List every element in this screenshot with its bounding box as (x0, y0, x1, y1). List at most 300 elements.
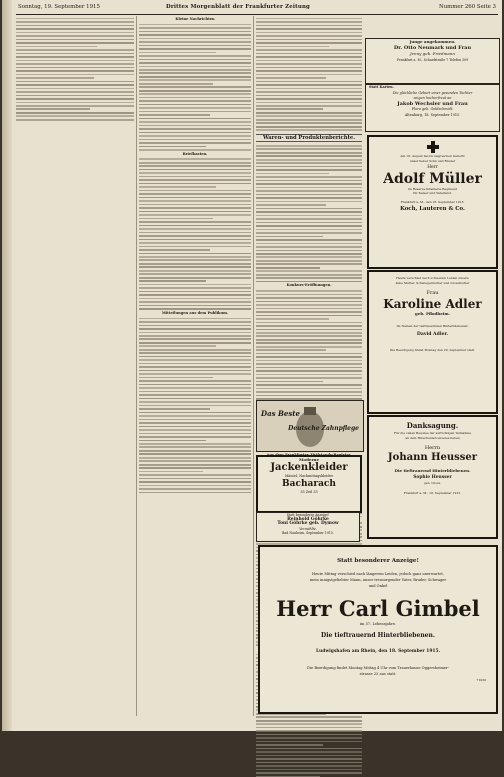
text-line (256, 222, 362, 224)
text-line (256, 349, 326, 351)
text-line (256, 84, 362, 86)
text-line (256, 741, 362, 743)
text-line (139, 328, 251, 330)
text-line (139, 34, 251, 36)
text-line (256, 25, 362, 27)
text-line (256, 39, 362, 41)
text-line (139, 405, 251, 407)
text-line (139, 325, 251, 327)
text-line (139, 69, 251, 71)
text-line (16, 39, 134, 41)
text-line (256, 325, 362, 327)
ad-text: strasse 23 aus statt. (359, 672, 397, 676)
ad-text: Jenny geb. Friedmann (410, 51, 455, 56)
text-line (139, 132, 251, 134)
column-2-heading-bottom: Mitteilungen aus dem Publikum. (161, 310, 229, 315)
header-date: Sonntag, 19. September 1915 (18, 4, 100, 10)
text-line (16, 21, 134, 23)
text-line (256, 744, 323, 746)
text-line (256, 70, 362, 72)
text-line (16, 60, 134, 62)
text-line (139, 277, 251, 279)
text-line (16, 98, 134, 100)
text-line (256, 332, 362, 334)
text-line (16, 77, 94, 79)
text-line (256, 294, 362, 296)
text-line (139, 38, 251, 40)
text-line (256, 720, 362, 722)
ad-text: Frankfurt a. M., den 18. September 1915. (400, 199, 465, 204)
text-line (139, 139, 251, 141)
text-line (139, 114, 210, 116)
text-line (16, 53, 134, 55)
text-line (139, 450, 251, 452)
ad-text: mein innigstgeliebter Mann, unser treusorgender Vater, Bruder, Schwager (309, 578, 447, 582)
text-line (256, 370, 362, 372)
text-line (16, 63, 134, 65)
column-2-text (139, 24, 251, 151)
text-line (139, 446, 251, 448)
text-line (256, 204, 326, 206)
text-line (139, 128, 251, 130)
text-line (139, 398, 251, 400)
text-line (256, 159, 362, 161)
text-line (16, 42, 134, 44)
text-line (139, 366, 251, 368)
text-line (139, 419, 251, 421)
text-line (139, 45, 251, 47)
text-line (256, 356, 362, 358)
text-line (256, 148, 362, 150)
ad-text: Herr (427, 165, 438, 171)
column-3 (256, 16, 362, 396)
text-line (139, 256, 251, 258)
text-line (256, 49, 362, 51)
text-line (256, 63, 362, 65)
text-line (139, 259, 251, 261)
text-line (139, 467, 251, 469)
text-line (139, 266, 251, 268)
text-line (256, 762, 362, 764)
iron-cross-icon (426, 140, 440, 154)
text-line (256, 301, 362, 303)
text-line (139, 408, 210, 410)
ad-text: David Adler. (416, 331, 449, 337)
text-line (256, 734, 362, 736)
text-line (256, 367, 362, 369)
text-line (139, 349, 251, 351)
text-line (139, 142, 251, 144)
text-line (256, 755, 362, 757)
text-line (256, 277, 362, 279)
text-line (256, 381, 323, 383)
text-line (16, 102, 134, 104)
ad-text: Ludwigshafen am Rhein, den 18. September 1915. (315, 649, 441, 654)
text-line (139, 149, 251, 151)
text-line (256, 758, 362, 760)
text-line (256, 374, 362, 376)
text-line (139, 158, 251, 160)
text-line (139, 471, 203, 473)
ad-text: Frankfurt a. M., Schaefstraße 7 Telefon 309 (396, 58, 469, 62)
text-line (256, 322, 362, 324)
text-line (139, 384, 251, 386)
column-3-text-b (256, 145, 362, 282)
text-line (256, 225, 362, 227)
text-line (139, 492, 251, 494)
text-line (139, 284, 251, 286)
ad-text: Herrn (424, 445, 441, 452)
text-line (139, 211, 251, 213)
ad-jackenkleider-bacharach (256, 455, 362, 513)
ad-text: Frau (426, 290, 439, 297)
text-line (256, 297, 362, 299)
text-line (256, 211, 362, 213)
text-line (256, 115, 362, 117)
text-line (139, 401, 251, 403)
text-line (256, 42, 362, 44)
ad-obituary-adler (367, 270, 498, 414)
text-line (139, 165, 251, 167)
text-line (139, 204, 251, 206)
ad-birth-wechsler (365, 84, 500, 132)
text-line (256, 304, 362, 306)
text-line (256, 388, 362, 390)
text-line (139, 232, 251, 234)
text-line (139, 172, 251, 174)
text-line (139, 426, 251, 428)
text-line (139, 118, 251, 120)
ad-text: Deutsche Zahnpflege (288, 425, 359, 432)
text-line (256, 173, 329, 175)
text-line (139, 197, 251, 199)
text-line (139, 31, 251, 33)
text-line (256, 190, 362, 192)
text-line (256, 250, 362, 252)
text-line (256, 53, 362, 55)
text-line (256, 102, 362, 104)
text-line (139, 207, 251, 209)
text-line (139, 221, 251, 223)
text-line (139, 460, 251, 462)
text-line (256, 384, 362, 386)
text-line (139, 242, 251, 244)
ad-text: und Onkel (368, 584, 388, 588)
text-line (139, 332, 251, 334)
text-line (256, 243, 362, 245)
ad-heading: Statt besonderer Anzeige! (337, 558, 419, 564)
text-line (139, 24, 251, 26)
text-line (16, 18, 134, 20)
ad-text: liebe Mutter, Schwiegermutter und Grossmutter (395, 280, 470, 285)
text-line (139, 301, 251, 303)
text-line (139, 474, 251, 476)
text-line (139, 464, 251, 466)
text-line (139, 72, 251, 74)
text-line (139, 373, 251, 375)
text-line (139, 391, 251, 393)
text-line (16, 84, 134, 86)
ad-text: Für die vielen Beweise der aufrichtigen Teilnahme (393, 431, 471, 435)
column-2-text-c (139, 318, 251, 494)
text-line (139, 225, 251, 227)
text-line (139, 318, 251, 320)
text-line (139, 440, 206, 442)
text-line (256, 765, 362, 767)
text-line (139, 308, 251, 310)
ad-text: Die glückliche Geburt einer gesunden Tochter (392, 90, 473, 95)
text-line (256, 91, 362, 93)
ad-text: Koch, Lauteren & Co. (400, 205, 465, 212)
ad-name: Herr Carl Gimbel (276, 596, 480, 621)
text-line (139, 291, 251, 293)
text-line (256, 270, 362, 272)
ad-text: Am 18. August fiel im siegreichen Gefecht (400, 154, 465, 158)
text-line (16, 74, 134, 76)
text-line (256, 395, 362, 397)
text-line (139, 183, 251, 185)
text-line (256, 197, 362, 199)
text-line (139, 305, 251, 307)
ad-text: Statt Karten. (369, 85, 394, 89)
text-line (139, 135, 251, 137)
newspaper-page (2, 0, 502, 731)
text-line (139, 62, 251, 64)
text-line (256, 77, 326, 79)
text-line (256, 281, 362, 283)
text-line (256, 342, 362, 344)
text-line (256, 751, 362, 753)
ad-text: Im Namen der tieftrauernden Hinterbliebenen: (396, 324, 469, 329)
text-line (256, 318, 329, 320)
text-line (256, 229, 362, 231)
ad-text: zeigen hocherfreut an (413, 96, 452, 101)
ad-text: 71030 (476, 678, 486, 682)
text-line (16, 88, 134, 90)
page-fold-shadow (2, 0, 12, 731)
text-line (139, 294, 251, 296)
text-line (256, 98, 362, 100)
ad-text: für Kaiser und Vaterland. (413, 191, 452, 196)
text-line (256, 155, 362, 157)
text-line (139, 352, 251, 354)
text-line (256, 108, 323, 110)
ad-text: 35 Zeil 35 (300, 490, 318, 494)
text-line (256, 152, 362, 154)
text-line (139, 179, 251, 181)
column-3-text (256, 18, 362, 131)
text-line (139, 52, 216, 54)
text-line (256, 311, 362, 313)
ad-text: an dem Hinscheiden unseres lieben (405, 435, 460, 440)
ad-text: Dr. Otto Neumark und Frau (393, 45, 472, 51)
ad-name: Johann Heusser (387, 451, 478, 463)
ad-text: Frankfurt a. M., 18. September 1915. (403, 490, 462, 495)
text-line (256, 112, 362, 114)
header-number: Nummer 260 Seite 3 (438, 4, 496, 10)
ad-name: Adolf Müller (383, 170, 482, 187)
ad-text: Moderne (299, 457, 319, 462)
text-line (139, 380, 251, 382)
column-divider (136, 16, 137, 716)
text-line (139, 478, 251, 480)
text-line (139, 176, 251, 178)
ad-text: geb. Gross. (423, 480, 442, 485)
text-line (256, 67, 362, 69)
ad-text: Bad Nauheim, September 1915. (282, 531, 334, 536)
text-line (256, 162, 362, 164)
text-line (256, 18, 362, 20)
text-line (139, 443, 251, 445)
ad-birth-neumark (365, 38, 500, 84)
text-line (256, 129, 362, 131)
ad-text: Heute Mittag verschied nach längerem Leiden, jedoch ganz unerwartet, (312, 572, 444, 576)
text-line (256, 253, 362, 255)
text-line (256, 236, 323, 238)
ad-text: Die tieftrauernd Hinterbliebenen. (321, 632, 435, 639)
text-line (16, 108, 90, 110)
text-line (139, 488, 251, 490)
text-line (139, 48, 251, 50)
ad-text: Die Beerdigung findet Montag den 20. September statt. (389, 347, 476, 352)
column-2-text-b (139, 158, 251, 309)
text-line (139, 249, 210, 251)
text-line (139, 287, 251, 289)
ad-text: Mäntel, Nachmittagskleider (284, 474, 334, 478)
ad-name: Karoline Adler (383, 296, 482, 311)
text-line (139, 273, 251, 275)
text-line (256, 215, 362, 217)
text-line (139, 270, 251, 272)
text-line (139, 83, 213, 85)
text-line (139, 263, 251, 265)
text-line (256, 95, 362, 97)
text-line (256, 748, 362, 750)
column-1 (16, 16, 134, 716)
text-line (256, 260, 362, 262)
text-line (256, 201, 362, 203)
ad-toothpaste (256, 400, 364, 452)
text-line (256, 716, 362, 718)
ad-text: Sophie Heusser (413, 475, 452, 481)
text-line (139, 93, 251, 95)
text-line (139, 41, 251, 43)
text-line (139, 433, 251, 435)
ad-text: Toni Göhrke geb. Dymow (277, 521, 339, 527)
text-line (256, 176, 362, 178)
text-line (139, 193, 251, 195)
text-line (256, 56, 362, 58)
text-line (139, 214, 251, 216)
column-2 (139, 16, 251, 716)
text-line (139, 121, 251, 123)
ad-text: Statt besonderer Anzeige! (286, 513, 330, 517)
ad-heading: Danksagung. (406, 421, 459, 430)
text-line (256, 122, 362, 124)
text-line (139, 104, 251, 106)
ad-text: Heute verschied nach schwerem Leiden unsere (396, 276, 469, 280)
text-line (139, 228, 251, 230)
text-line (256, 208, 362, 210)
text-line (256, 239, 362, 241)
column-divider (253, 16, 254, 716)
text-line (139, 97, 251, 99)
column-2-heading-mid: Briefkasten. (182, 151, 208, 156)
text-line (139, 298, 251, 300)
text-line (139, 394, 251, 396)
text-line (256, 145, 362, 147)
ad-heading: Jackenkleider (270, 462, 348, 473)
text-line (256, 335, 362, 337)
text-line (139, 335, 251, 337)
text-line (139, 453, 251, 455)
text-line (256, 232, 362, 234)
ad-text: im 57. Lebensjahre. (359, 622, 397, 626)
ad-marriage-goehrke (256, 512, 360, 542)
text-line (139, 59, 251, 61)
text-line (16, 112, 134, 114)
text-line (256, 315, 362, 317)
text-line (139, 239, 251, 241)
text-line (139, 76, 251, 78)
text-line (139, 107, 251, 109)
text-line (16, 35, 134, 37)
text-line (256, 339, 362, 341)
text-line (256, 32, 362, 34)
text-line (139, 235, 251, 237)
text-line (256, 290, 362, 292)
ad-text: unser lieber Sohn und Bruder (409, 158, 456, 163)
ad-text: Die tieftrauernd Hinterbliebenen. (394, 467, 471, 473)
text-line (256, 187, 362, 189)
text-line (16, 105, 134, 107)
text-line (256, 723, 362, 725)
ad-name: Bacharach (282, 479, 336, 489)
text-line (256, 353, 362, 355)
text-line (16, 115, 134, 117)
text-line (139, 359, 251, 361)
text-line (139, 422, 251, 424)
text-line (16, 70, 134, 72)
text-line (139, 186, 216, 188)
column-3-heading-konkurs: Konkurs-Eröffnungen. (286, 283, 332, 288)
ad-thanks-heusser (367, 415, 498, 539)
text-line (139, 27, 251, 29)
text-line (256, 391, 362, 393)
text-line (139, 55, 251, 57)
ad-obituary-mueller (367, 135, 498, 269)
text-line (256, 360, 362, 362)
column-3-heading-markets: Waren- und Produktenberichte. (256, 134, 362, 142)
text-line (256, 126, 362, 128)
text-line (139, 90, 251, 92)
text-line (256, 772, 362, 774)
text-line (256, 105, 362, 107)
text-line (256, 730, 362, 732)
text-line (256, 88, 362, 90)
text-line (256, 274, 362, 276)
column-1-text (16, 18, 134, 121)
text-line (139, 125, 251, 127)
text-line (139, 485, 251, 487)
text-line (16, 46, 97, 48)
text-line (256, 267, 320, 269)
text-line (139, 200, 251, 202)
text-line (139, 100, 251, 102)
text-line (139, 356, 251, 358)
text-line (139, 415, 251, 417)
text-line (256, 169, 362, 171)
